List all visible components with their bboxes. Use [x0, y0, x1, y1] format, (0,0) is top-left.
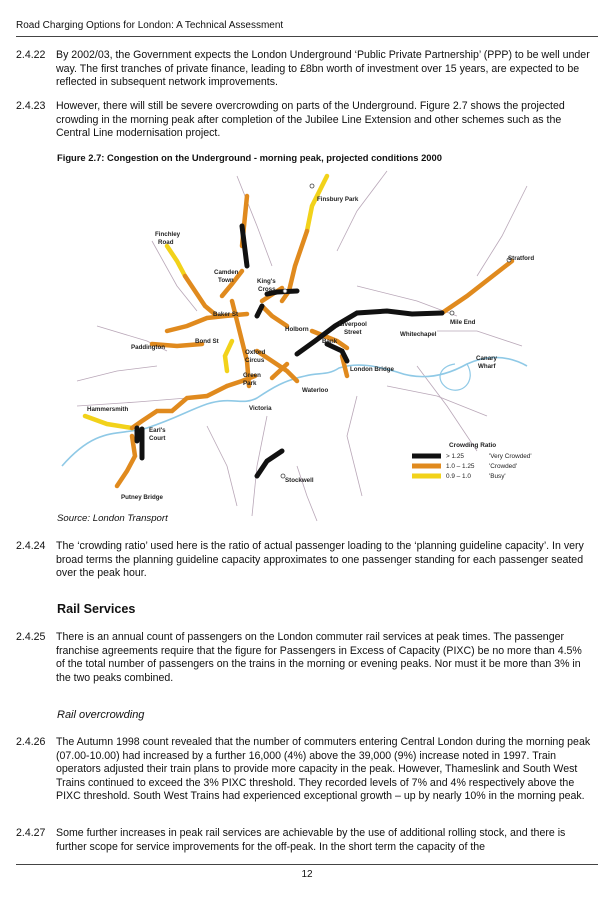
- paragraph-text: The ‘crowding ratio’ used here is the ratio of actual passenger loading to the ‘planning guideline capacity’. In very broad terms the planning guideline capacity approximates to one passenger standing for each passenger seated over the peak hour.: [56, 540, 584, 580]
- paragraph-2-4-26: [16, 736, 592, 804]
- subsection-heading: Rail overcrowding: [57, 709, 145, 721]
- station-label: Circus: [245, 357, 265, 364]
- paragraph-number: 2.4.26: [16, 736, 46, 748]
- paragraph-text: The Autumn 1998 count revealed that the number of commuters entering Central London during the morning peak (07.00-10.00) had increased by a further 16,000 (4%) above the 39,000 (9%) increase noted in 1997. Train operators adjusted their train plans to provide more capacity in the peak. However, Thameslink and South West Trains continued to exceed the 3% PIXC threshold. They recorded levels of 7% and 4% respectively above the PIXC threshold. South West Trains had experienced exceptional growth – up by nearly 10% in the morning peak.: [56, 736, 591, 803]
- paragraph-number: 2.4.25: [16, 631, 46, 643]
- map-legend: [412, 442, 532, 480]
- station-label: Cross: [258, 286, 276, 293]
- station-label: Stockwell: [285, 477, 314, 484]
- station-label: Stratford: [508, 255, 535, 262]
- footer-rule: [16, 864, 598, 865]
- station-label: Town: [218, 277, 234, 284]
- station-label: Canary: [476, 355, 497, 362]
- paragraph-number: 2.4.24: [16, 540, 46, 552]
- station-label: Bank: [322, 338, 338, 345]
- station-label: Waterloo: [302, 387, 329, 394]
- page-number: 12: [301, 869, 313, 880]
- paragraph-number: 2.4.23: [16, 100, 46, 112]
- legend-range: 0.9 – 1.0: [446, 473, 471, 480]
- station-label: Green: [243, 372, 261, 379]
- paragraph-2-4-27: [16, 827, 592, 854]
- busy-segments: [85, 176, 327, 428]
- station-label: Whitechapel: [400, 331, 437, 338]
- station-label: Park: [243, 380, 257, 387]
- legend-label: 'Very Crowded': [489, 453, 532, 460]
- very-crowded-segments: [137, 226, 442, 476]
- paragraph-2-4-22: [16, 49, 592, 90]
- station-label: Mile End: [450, 319, 476, 326]
- station-label: Liverpool: [339, 321, 367, 328]
- station-label: Oxford: [245, 349, 266, 356]
- paragraph-number: 2.4.27: [16, 827, 46, 839]
- station-label: Bond St: [195, 338, 219, 345]
- station-label: Earl's: [149, 427, 166, 434]
- paragraph-2-4-25: [16, 631, 592, 685]
- station-label: Street: [344, 329, 362, 336]
- station-label: King's: [257, 278, 276, 285]
- legend-label: 'Busy': [489, 473, 506, 480]
- legend-label: 'Crowded': [489, 463, 518, 470]
- station-label: Holborn: [285, 326, 309, 333]
- legend-range: 1.0 – 1.25: [446, 463, 475, 470]
- running-header: Road Charging Options for London: A Technical Assessment: [16, 20, 284, 31]
- station-label: Finsbury Park: [317, 196, 359, 203]
- paragraph-text: There is an annual count of passengers on the London commuter rail services at peak times. The passenger franchise agreements require that the figure for Passengers in Excess of Capacity (PIXC) be no more than 4.5% of the total number of passengers on the trains in the morning or evening peaks. Nor must it be more than 3% in the two peaks combined.: [56, 631, 582, 684]
- station-label: Hammersmith: [87, 406, 129, 413]
- station-label: London Bridge: [350, 366, 394, 373]
- station-label: Victoria: [249, 405, 272, 412]
- paragraph-2-4-24: [16, 540, 592, 581]
- legend-title: Crowding Ratio: [449, 442, 497, 449]
- paragraph-2-4-23: [16, 100, 592, 141]
- underground-congestion-map: [57, 166, 557, 524]
- station-label: Paddington: [131, 344, 166, 351]
- paragraph-text: Some further increases in peak rail services are achievable by the use of additional rolling stock, and there is further scope for service improvements for the off-peak. In the short term the capacity of the: [56, 827, 566, 853]
- section-heading: Rail Services: [57, 602, 136, 616]
- station-label: Baker St: [213, 311, 239, 318]
- paragraph-text: By 2002/03, the Government expects the London Underground ‘Public Private Partnership’ (PPP) to be well under way. The first tranches of private finance, leading to £8bn worth of investment over 15 years, are expected to be reflected in subsequent network improvements.: [56, 49, 590, 89]
- station-label: Court: [149, 435, 166, 442]
- legend-range: > 1.25: [446, 453, 464, 460]
- station-label: Camden: [214, 269, 239, 276]
- paragraph-text: However, there will still be severe overcrowding on parts of the Underground. Figure 2.7 shows the projected crowding in the morning peak after completion of the Jubilee Line Extension and other schemes such as the Central Line modernisation project.: [56, 100, 565, 140]
- station-label: Road: [158, 239, 174, 246]
- station-label: Putney Bridge: [121, 494, 163, 501]
- figure-caption: Figure 2.7: Congestion on the Underground - morning peak, projected conditions 2000: [57, 152, 442, 163]
- figure-source: Source: London Transport: [57, 513, 168, 524]
- station-label: Wharf: [478, 363, 496, 370]
- station-label: Finchley: [155, 231, 181, 238]
- header-rule: [16, 36, 598, 37]
- paragraph-number: 2.4.22: [16, 49, 46, 61]
- river-thames: [62, 357, 527, 466]
